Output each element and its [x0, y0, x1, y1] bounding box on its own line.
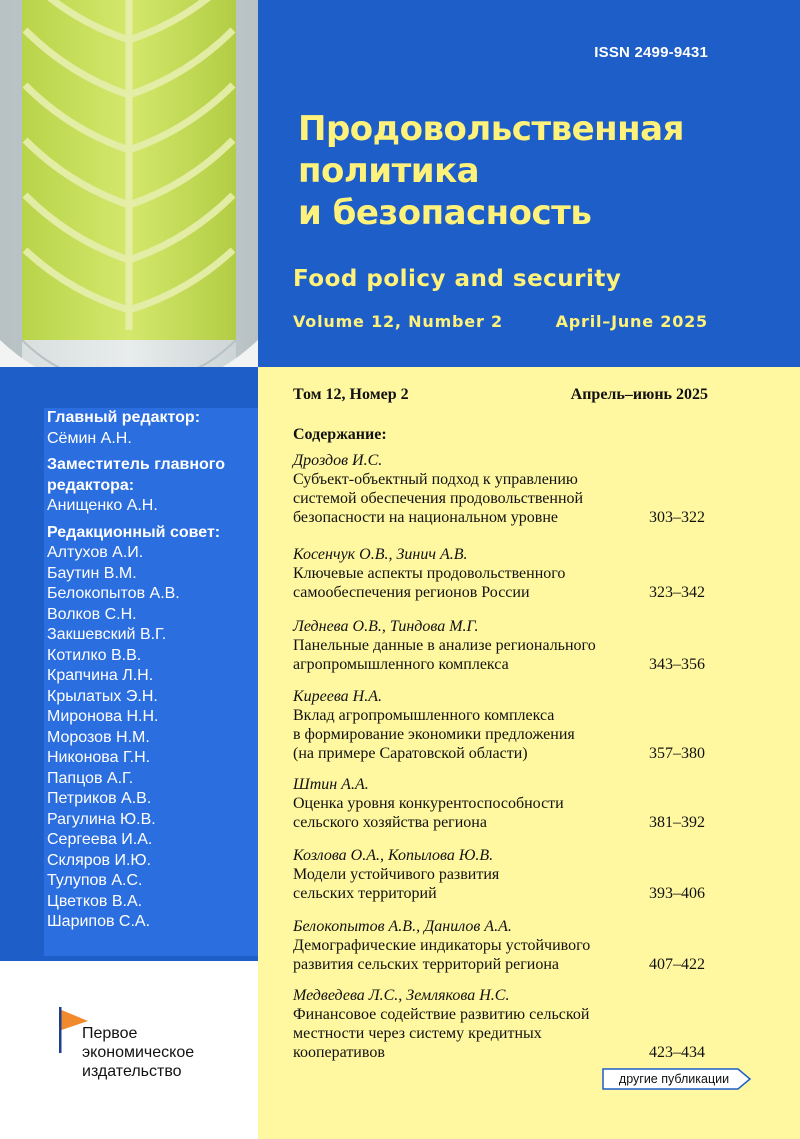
journal-title-ru-line: Продовольственная — [298, 109, 684, 149]
article-authors: Киреева Н.А. — [293, 688, 382, 705]
board-member: Волков С.Н. — [47, 605, 137, 623]
article-pages: 381–392 — [649, 814, 705, 831]
article-authors: Козлова О.А., Копылова Ю.В. — [293, 847, 494, 864]
article-title-line: Модели устойчивого развития — [293, 866, 500, 883]
publisher-name — [82, 1024, 194, 1081]
date-ru: Апрель–июнь 2025 — [570, 386, 708, 403]
board-member: Крылатых Э.Н. — [47, 687, 158, 705]
article-title-line: Вклад агропромышленного комплекса — [293, 707, 555, 724]
board-member: Шарипов С.А. — [47, 913, 151, 930]
article-title-line: Финансовое содействие развитию сельской — [293, 1006, 590, 1023]
board-member: Алтухов А.И. — [47, 544, 144, 561]
board-member: Котилко В.В. — [47, 646, 142, 664]
article-title — [293, 706, 638, 763]
article-title-line: развития сельских территорий региона — [293, 956, 560, 973]
board-label: Редакционный совет: — [47, 523, 221, 541]
deputy-editor-name: Анищенко А.Н. — [47, 497, 158, 514]
article-entry[interactable] — [293, 687, 713, 763]
date-en: April–June 2025 — [555, 312, 708, 331]
article-authors: Косенчук О.В., Зинич А.В. — [293, 546, 468, 563]
journal-title-ru-line: политика — [298, 151, 480, 191]
article-title — [293, 636, 638, 674]
publisher-name-line: издательство — [82, 1063, 182, 1080]
article-title — [293, 794, 638, 832]
other-publications-button[interactable] — [602, 1068, 752, 1090]
article-title-line: местности через систему кредитных — [293, 1025, 542, 1042]
board-member: Морозов Н.М. — [47, 728, 150, 746]
article-title-line: Ключевые аспекты продовольственного — [293, 565, 566, 582]
article-entry[interactable] — [293, 917, 713, 974]
publisher-name-line: экономическое — [82, 1044, 195, 1061]
article-title-line: безопасности на национальном уровне — [293, 509, 558, 526]
article-title-line: сельского хозяйства региона — [293, 814, 487, 831]
article-entry[interactable] — [293, 986, 713, 1062]
article-title-line: Субъект-объектный подход к управлению — [293, 471, 578, 488]
article-pages: 323–342 — [649, 584, 705, 601]
article-title-line: в формирование экономики предложения — [293, 726, 575, 743]
article-authors: Белокопытов А.В., Данилов А.А. — [293, 918, 512, 935]
article-entry[interactable] — [293, 846, 713, 903]
article-title — [293, 470, 638, 527]
board-member-list — [47, 543, 257, 933]
article-pages: 343–356 — [649, 656, 705, 673]
board-member: Баутин В.М. — [47, 564, 137, 582]
article-authors: Дроздов И.С. — [293, 452, 383, 469]
article-entry[interactable] — [293, 451, 713, 527]
board-member: Сергеева И.А. — [47, 831, 153, 848]
article-title-line: Оценка уровня конкурентоспособности — [293, 795, 564, 812]
article-title-line: кооперативов — [293, 1044, 385, 1061]
board-member: Белокопытов А.В. — [47, 585, 180, 602]
chief-editor-label: Главный редактор: — [47, 409, 201, 426]
article-pages: 357–380 — [649, 745, 705, 762]
article-title — [293, 936, 638, 974]
journal-title-ru — [298, 108, 748, 234]
board-member: Цветков В.А. — [47, 892, 143, 910]
board-member: Крапчина Л.Н. — [47, 667, 154, 684]
board-member: Папцов А.Г. — [47, 769, 134, 787]
article-pages: 407–422 — [649, 956, 705, 973]
journal-title-en: Food policy and security — [293, 266, 622, 292]
article-entry[interactable] — [293, 775, 713, 832]
article-authors: Медведева Л.С., Землякова Н.С. — [293, 987, 510, 1004]
article-pages: 303–322 — [649, 509, 705, 526]
issn-number: ISSN 2499-9431 — [594, 44, 708, 61]
board-member: Петриков А.В. — [47, 790, 152, 807]
volume-en: Volume 12, Number 2 — [293, 312, 503, 331]
article-title — [293, 1005, 638, 1062]
editorial-board — [47, 408, 257, 933]
article-authors: Леднева О.В., Тиндова М.Г. — [293, 618, 479, 635]
cover-plant-illustration — [0, 0, 258, 410]
article-pages: 393–406 — [649, 885, 705, 902]
article-title-line: самообеспечения регионов России — [293, 584, 530, 601]
other-publications-label: другие публикации — [618, 1072, 730, 1086]
volume-ru: Том 12, Номер 2 — [293, 386, 409, 403]
article-title-line: Панельные данные в анализе регионального — [293, 637, 596, 654]
journal-title-ru-line: и безопасность — [298, 193, 592, 233]
board-member: Миронова Н.Н. — [47, 708, 159, 725]
article-title — [293, 865, 638, 903]
board-member: Тулупов А.С. — [47, 872, 143, 889]
board-member: Закшевский В.Г. — [47, 626, 167, 643]
article-entry[interactable] — [293, 617, 713, 674]
contents-heading: Содержание: — [293, 426, 387, 443]
board-member: Никонова Г.Н. — [47, 749, 151, 766]
article-authors: Штин А.А. — [293, 776, 369, 793]
deputy-editor-label: Заместитель главного редактора: — [47, 456, 226, 494]
article-pages: 423–434 — [649, 1044, 705, 1061]
article-title-line: системой обеспечения продовольственной — [293, 490, 584, 507]
article-entry[interactable] — [293, 545, 713, 602]
article-title-line: агропромышленного комплекса — [293, 656, 509, 673]
article-title-line: (на примере Саратовской области) — [293, 745, 528, 762]
article-title-line: сельских территорий — [293, 885, 437, 902]
article-title-line: Демографические индикаторы устойчивого — [293, 937, 591, 954]
publisher-name-line: Первое — [82, 1025, 138, 1042]
article-title — [293, 564, 638, 602]
board-member: Рагулина Ю.В. — [47, 810, 156, 828]
chief-editor-name: Сёмин А.Н. — [47, 429, 132, 447]
board-member: Скляров И.Ю. — [47, 851, 152, 869]
